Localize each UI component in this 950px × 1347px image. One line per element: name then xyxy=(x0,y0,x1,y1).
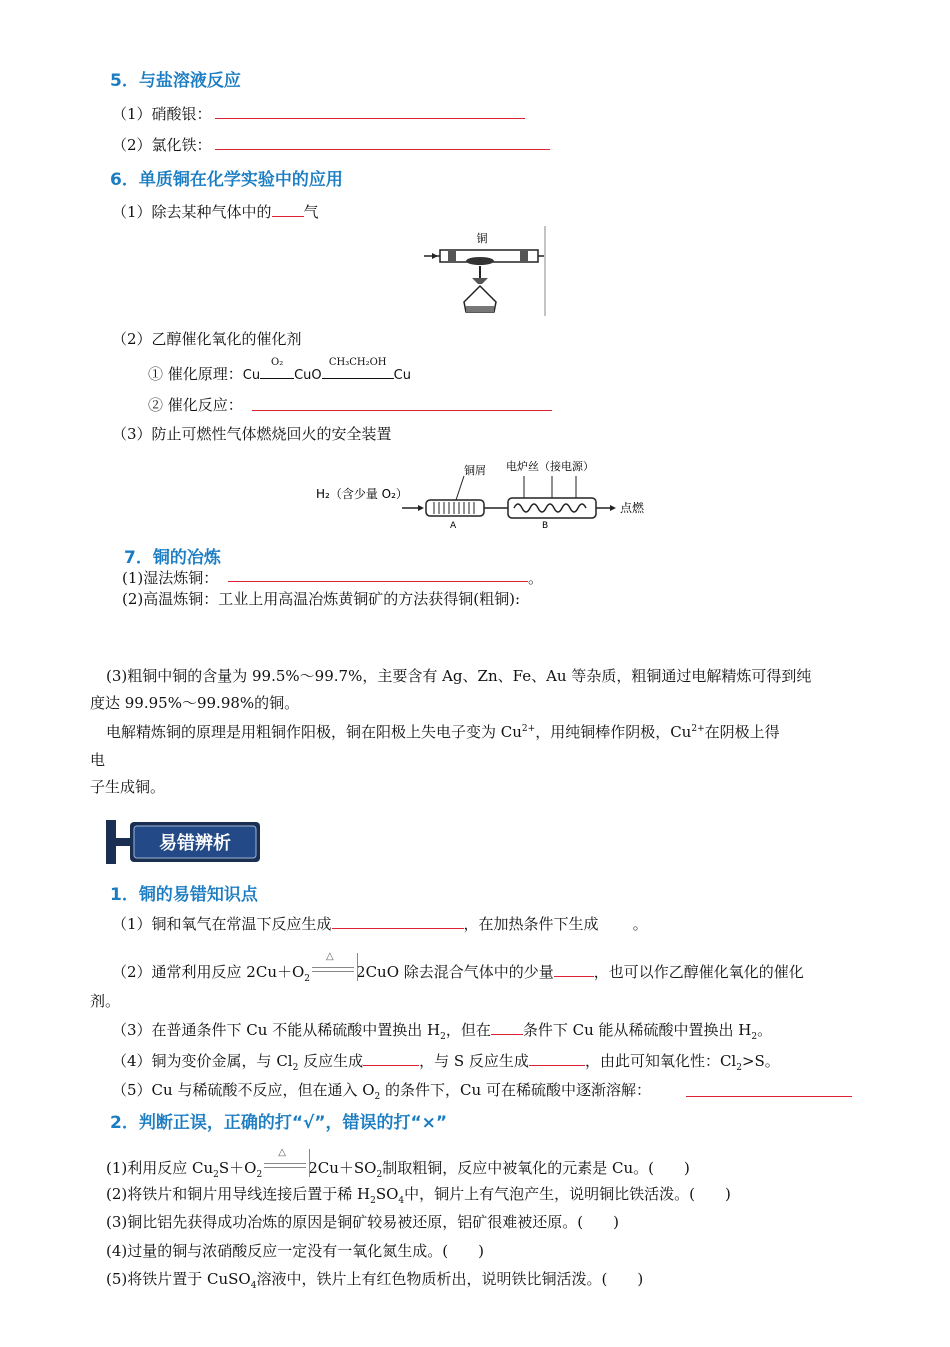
question-text: （1）铜和氧气在常温下反应生成 xyxy=(112,915,332,933)
question-text: （4）铜为变价金属，与 Cl xyxy=(112,1052,293,1070)
copper-tube-apparatus-figure xyxy=(420,226,550,318)
statement-text: (1)利用反应 Cu xyxy=(106,1159,214,1177)
delta-symbol: △ xyxy=(326,951,334,962)
paragraph-text: 电解精炼铜的原理是用粗铜作阳极，铜在阳极上失电子变为 Cu xyxy=(106,723,522,741)
answer-line xyxy=(228,581,528,582)
heating-condition-sign xyxy=(310,951,356,981)
answer-blank xyxy=(272,202,304,217)
question-ferric-chloride: （2）氯化铁： xyxy=(112,136,212,154)
period: 。 xyxy=(528,569,544,587)
statement-text: (5)将铁片置于 CuSO xyxy=(106,1270,251,1288)
copper-label: 铜 xyxy=(476,232,488,245)
paragraph-electrolysis-cont: 电 xyxy=(90,751,106,769)
statement-text: 中，铜片上有气泡产生，说明铜比铁活泼。( ) xyxy=(404,1185,731,1203)
delta-symbol: △ xyxy=(278,1147,286,1158)
question-text: 。 xyxy=(632,915,648,933)
subscript: 2 xyxy=(370,1196,376,1206)
error-q2-cont: 剂。 xyxy=(90,992,121,1010)
paragraph-crude-copper-cont: 度达 99.95%～99.98%的铜。 xyxy=(90,694,300,712)
answer-line xyxy=(686,1096,852,1097)
subscript: 2 xyxy=(256,1170,263,1180)
formula-cuo: CuO xyxy=(294,368,322,383)
question-text: （2）通常利用反应 2Cu＋O xyxy=(112,963,305,981)
paragraph-electrolysis-end: 子生成铜。 xyxy=(90,778,166,796)
section-6-heading: 6．单质铜在化学实验中的应用 xyxy=(110,170,343,190)
subscript: 4 xyxy=(398,1196,405,1206)
flashback-device-figure xyxy=(314,456,654,530)
arrow-ethanol xyxy=(322,357,394,379)
judgment-s5 xyxy=(106,1268,643,1291)
error-q3 xyxy=(112,1019,772,1042)
heating-wire-label: 电炉丝（接电源） xyxy=(506,460,594,473)
question-text: 反应生成 xyxy=(298,1052,364,1070)
paragraph-text: ，用纯铜棒作阴极，Cu xyxy=(535,723,692,741)
label-b: B xyxy=(542,521,549,530)
formula-cu: Cu xyxy=(393,368,411,383)
error-section-2-heading: 2．判断正误，正确的打“√”，错误的打“×” xyxy=(110,1113,448,1133)
error-q5 xyxy=(112,1079,651,1102)
subscript: 2 xyxy=(304,974,311,984)
question-catalyst: （2）乙醇催化氧化的催化剂 xyxy=(112,330,302,348)
answer-blank xyxy=(363,1051,419,1066)
question-high-temp-smelting: (2)高温炼铜：工业上用高温冶炼黄铜矿的方法获得铜(粗铜): xyxy=(122,590,521,608)
question-text: （3）在普通条件下 Cu 不能从稀硫酸中置换出 H xyxy=(112,1021,441,1039)
catalyst-reaction: ② 催化反应： xyxy=(148,396,243,414)
question-text: >S。 xyxy=(741,1052,780,1070)
error-q4 xyxy=(112,1050,780,1073)
question-silver-nitrate: （1）硝酸银： xyxy=(112,105,212,123)
answer-blank xyxy=(529,1051,585,1066)
superscript: 2+ xyxy=(521,724,536,734)
error-section-1-heading: 1．铜的易错知识点 xyxy=(110,885,258,905)
judgment-s2 xyxy=(106,1183,731,1206)
badge-label: 易错辨析 xyxy=(159,833,231,854)
superscript: 2+ xyxy=(691,724,705,734)
question-text: ，在加热条件下生成 xyxy=(463,915,599,933)
question-text: 的条件下，Cu 可在稀硫酸中逐渐溶解： xyxy=(380,1081,651,1099)
subscript: 2 xyxy=(374,1092,381,1102)
question-text: ，也可以作乙醇催化氧化的催化 xyxy=(593,963,804,981)
judgment-s4: (4)过量的铜与浓硝酸反应一定没有一氧化氮生成。( ) xyxy=(106,1242,484,1260)
statement-text: 2Cu＋SO xyxy=(308,1159,377,1177)
statement-text: SO xyxy=(375,1185,399,1203)
judgment-s3: (3)铜比铝先获得成功冶炼的原因是铜矿较易被还原，铝矿很难被还原。( ) xyxy=(106,1213,619,1231)
statement-text: S＋O xyxy=(218,1159,257,1177)
section-7-heading: 7．铜的冶炼 xyxy=(124,548,221,568)
statement-text: (2)将铁片和铜片用导线连接后置于稀 H xyxy=(106,1185,371,1203)
principle-label: ① 催化原理： xyxy=(148,365,243,383)
statement-text: 制取粗铜，反应中被氧化的元素是 Cu。( ) xyxy=(382,1159,690,1177)
label-a: A xyxy=(450,521,457,530)
section-5-heading: 5．与盐溶液反应 xyxy=(110,71,241,91)
answer-line xyxy=(215,149,550,150)
copper-chips-label: 铜屑 xyxy=(464,464,486,477)
arrow-label: CH₃CH₂OH xyxy=(328,357,387,368)
question-text: （1）除去某种气体中的 xyxy=(112,203,272,221)
paragraph-crude-copper: (3)粗铜中铜的含量为 99.5%～99.7%，主要含有 Ag、Zn、Fe、Au 等杂质，粗铜通过电解精炼可得到纯 xyxy=(106,667,812,685)
subscript: 2 xyxy=(736,1063,742,1073)
question-wet-smelting: (1)湿法炼铜： xyxy=(122,569,219,587)
subscript: 2 xyxy=(751,1032,758,1042)
statement-text: 溶液中，铁片上有红色物质析出，说明铁比铜活泼。( ) xyxy=(256,1270,644,1288)
question-remove-gas xyxy=(112,201,319,222)
ignite-label: 点燃 xyxy=(620,501,645,515)
paragraph-electrolysis xyxy=(106,721,780,742)
answer-line xyxy=(252,410,552,411)
heating-condition-sign xyxy=(262,1147,308,1177)
question-text: ，与 S 反应生成 xyxy=(419,1052,529,1070)
arrow-o2 xyxy=(260,357,294,379)
question-text: 条件下 Cu 能从稀硫酸中置换出 H xyxy=(522,1021,752,1039)
answer-line xyxy=(215,118,525,119)
question-text: （5）Cu 与稀硫酸不反应，但在通入 O xyxy=(112,1081,375,1099)
catalyst-principle xyxy=(148,357,411,384)
question-text: ，但在 xyxy=(445,1021,491,1039)
question-flashback: （3）防止可燃性气体燃烧回火的安全装置 xyxy=(112,425,392,443)
error-analysis-badge xyxy=(106,820,260,864)
error-q1 xyxy=(112,913,648,934)
paragraph-text: 在阴极上得 xyxy=(704,723,780,741)
subscript: 2 xyxy=(440,1032,446,1042)
question-text: 2CuO 除去混合气体中的少量 xyxy=(356,963,554,981)
answer-blank xyxy=(332,914,464,929)
error-q2 xyxy=(112,951,804,984)
judgment-s1 xyxy=(106,1147,690,1180)
answer-blank xyxy=(554,962,594,977)
gas-label: H₂（含少量 O₂） xyxy=(316,487,408,501)
subscript: 2 xyxy=(292,1063,299,1073)
arrow-label: O₂ xyxy=(271,357,284,368)
subscript: 2 xyxy=(376,1170,383,1180)
question-text: 气 xyxy=(303,203,319,221)
subscript: 4 xyxy=(250,1281,257,1291)
formula-cu: Cu xyxy=(242,368,261,383)
subscript: 2 xyxy=(213,1170,219,1180)
question-text: 。 xyxy=(757,1021,773,1039)
question-text: ，由此可知氧化性：Cl xyxy=(584,1052,737,1070)
answer-blank xyxy=(491,1020,523,1035)
